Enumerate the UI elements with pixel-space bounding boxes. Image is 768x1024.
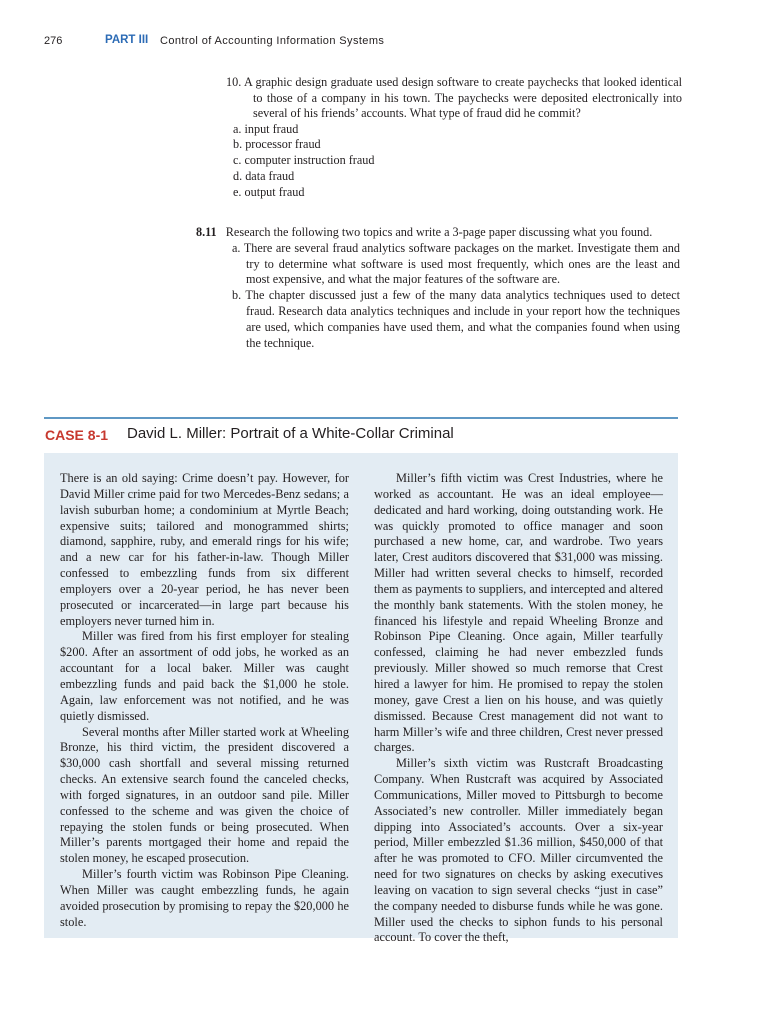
part-title: Control of Accounting Information Systems	[160, 35, 385, 47]
case-paragraph: Several months after Miller started work at Wheeling Bronze, his third victim, the president discovered a $30,000 cash shortfall and several missing returned checks. An extensive search found the canceled checks, with forged signatures, in an outdoor sand pile. Miller confessed to the scheme and was given the choice of repaying the stolen funds or being prosecuted. When Miller’s parents mortgaged their home and repaid the stolen money, he escaped prosecution.	[60, 724, 349, 866]
answer-option: e. output fraud	[233, 184, 305, 199]
case-paragraph: There is an old saying: Crime doesn’t pay. However, for David Miller crime paid for two Mercedes-Benz sedans; a lavish suburban home; a condominium at Myrtle Beach; expensive suits; tailored and monogrammed shirts; diamond, sapphire, ruby, and emerald rings for his wife; and a new car for his father-in-law. Though Miller confessed to embezzling funds from six different employers over a 20-year period, he has never been prosecuted or incarcerated—in large part because his employers never turned him in.	[60, 471, 349, 628]
question-stem: 10. A graphic design graduate used design software to create paychecks that looked identical to those of a company in his town. The paychecks were deposited electronically into several of his friends’ accounts. What type of fraud did he commit?	[226, 75, 682, 121]
case-paragraph: Miller’s fifth victim was Crest Industries, where he worked as accountant. He was an ideal employee—dedicated and hard working, doing outstanding work. He was quickly promoted to office manager and soon purchased a new home, car, and wardrobe. Two years later, Crest auditors discovered that $31,000 was missing. Miller had written several checks to himself, recorded them as payments to suppliers, and intercepted and altered the monthly bank statements. With the stolen money, he financed his lifestyle and repaid Wheeling Bronze and Robinson Pipe Cleaning. Once again, Miller tearfully confessed, claiming he had never embezzled funds previously. Miller showed so much remorse that Crest hired a lawyer for him. He promised to repay the stolen money, gave Crest a lien on his house, and was quietly dismissed. Because Crest management did not want to harm Miller’s wife and three children, Crest never pressed charges.	[374, 471, 663, 755]
case-divider	[44, 417, 678, 419]
page-number: 276	[44, 35, 63, 47]
case-paragraph: Miller’s fourth victim was Robinson Pipe Cleaning. When Miller was caught embezzling funds, he again avoided prosecution by promising to repay the $20,000 he stole.	[60, 867, 349, 929]
answer-options	[226, 122, 682, 201]
problem-8-11	[196, 225, 680, 351]
case-label: CASE 8-1	[45, 427, 109, 443]
answer-option: a. input fraud	[233, 121, 299, 136]
question-10	[226, 75, 682, 200]
problem-stem	[196, 225, 680, 241]
answer-option: d. data fraud	[233, 168, 295, 183]
case-right-column	[374, 471, 663, 946]
answer-option: c. computer instruction fraud	[233, 153, 375, 168]
case-paragraph: Miller’s sixth victim was Rustcraft Broadcasting Company. When Rustcraft was acquired by Associated Communications, Miller moved to Pittsburgh to become Associated’s new controller. Miller immediately began dipping into Associated’s accounts. Over a six-year period, Miller embezzled $1.36 million, $450,000 of that after he was promoted to CFO. Miller circumvented the need for two signatures on checks by asking executives leaving on vacation to sign several checks “just in case” the company needed to disburse funds while he was gone. Miller used the checks to siphon funds to his personal account. To cover the theft,	[374, 756, 663, 945]
answer-option: b. processor fraud	[233, 137, 321, 152]
case-heading	[45, 425, 678, 445]
problem-item: a. There are several fraud analytics software packages on the market. Investigate them and try to determine what software is used most frequently, which ones are the least and most expensive, and what the major features of the software are.	[232, 240, 680, 287]
problem-item: b. The chapter discussed just a few of the many data analytics techniques used to detect fraud. Research data analytics techniques and include in your report how the techniques are used, which companies have used them, and what the companies found when using the technique.	[232, 288, 680, 350]
case-left-column	[60, 471, 349, 930]
running-header	[44, 34, 724, 50]
problem-number: 8.11	[196, 225, 217, 239]
problem-text: Research the following two topics and write a 3-page paper discussing what you found.	[225, 225, 653, 239]
case-paragraph: Miller was fired from his first employer for stealing $200. After an assortment of odd jobs, he worked as an accountant for a local baker. Miller was caught embezzling funds and paid back the $1,000 he stole. Again, law enforcement was not notified, and he was quietly dismissed.	[60, 629, 349, 723]
case-panel	[44, 453, 678, 945]
case-title: David L. Miller: Portrait of a White-Collar Criminal	[127, 425, 454, 442]
part-label: PART III	[105, 34, 149, 46]
